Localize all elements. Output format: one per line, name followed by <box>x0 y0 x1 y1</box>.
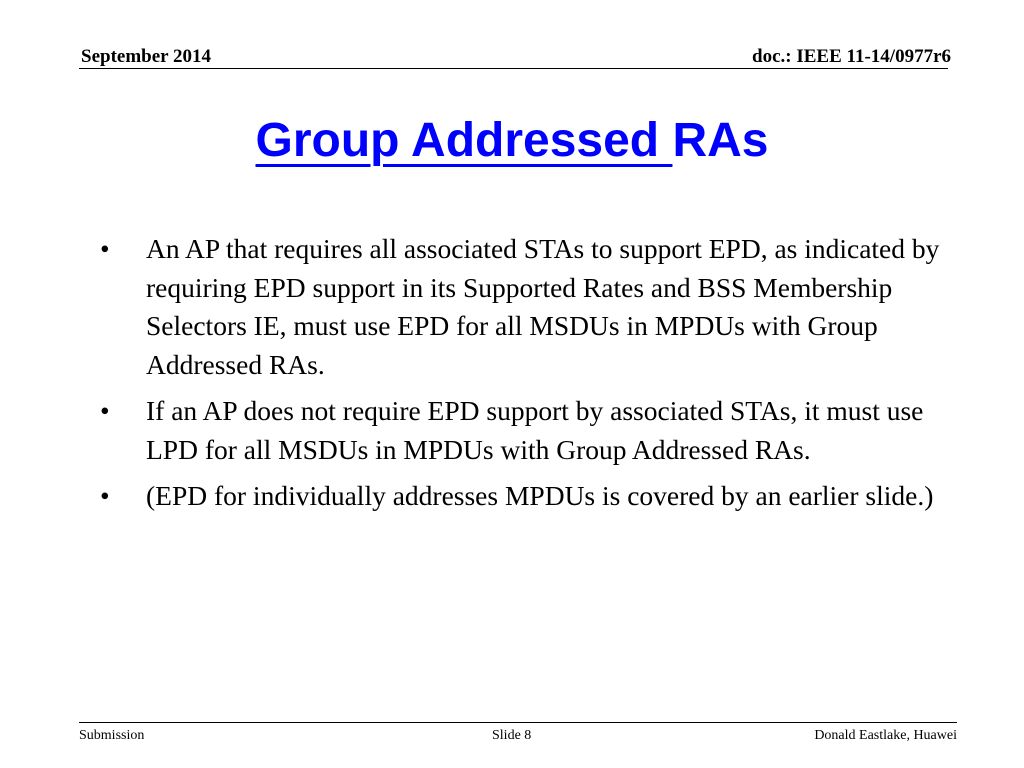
header-doc-id: doc.: IEEE 11-14/0977r6 <box>752 46 951 67</box>
bullet-marker: • <box>100 395 110 426</box>
slide-title <box>0 110 1024 172</box>
bullet-text: If an AP does not require EPD support by associated STAs, it must use LPD for all MSDUs in MPDUs with Group Addressed RAs. <box>146 395 924 465</box>
bullet-marker: • <box>100 480 110 511</box>
footer-divider <box>79 722 957 723</box>
bullet-item <box>100 392 950 469</box>
bullet-text: An AP that requires all associated STAs to support EPD, as indicated by requiring EPD support in its Supported Rates and BSS Membership Selectors IE, must use EPD for all MSDUs in MPDUs with Group Addressed RAs. <box>146 233 940 380</box>
bullet-marker: • <box>100 233 110 264</box>
footer-submission: Submission <box>79 728 145 743</box>
title-hyperlink[interactable]: Group Addressed <box>255 114 673 167</box>
footer-slide-number: Slide 8 <box>492 728 532 743</box>
header-divider <box>79 68 948 69</box>
header-date: September 2014 <box>81 46 211 67</box>
footer-author: Donald Eastlake, Huawei <box>814 728 957 743</box>
bullet-text: (EPD for individually addresses MPDUs is covered by an earlier slide.) <box>146 480 934 511</box>
title-rest: RAs <box>672 114 769 167</box>
bullet-list <box>100 230 950 524</box>
bullet-item <box>100 477 950 516</box>
bullet-item <box>100 230 950 384</box>
